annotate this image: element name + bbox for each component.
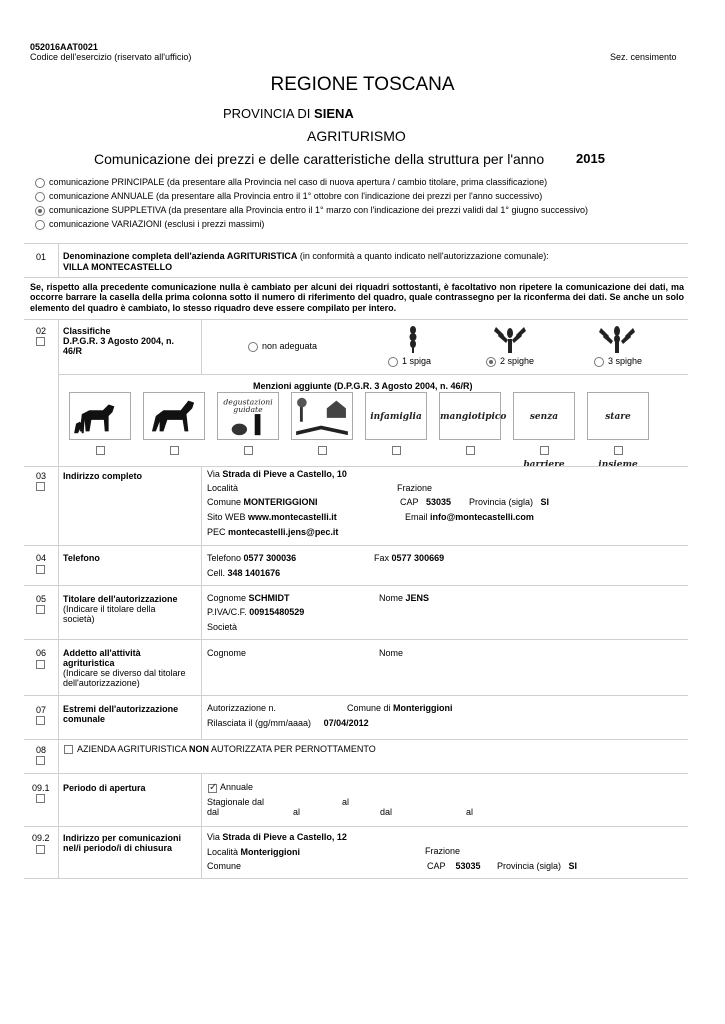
- comune-value: MONTERIGGIONI: [243, 497, 318, 507]
- section-02-number: 02: [36, 326, 47, 336]
- provincia-value: SI: [540, 497, 550, 507]
- mention-checkbox[interactable]: [466, 446, 475, 455]
- via-field: [207, 469, 347, 479]
- divider: [58, 773, 59, 826]
- non-autorizzata-post: AUTORIZZATA PER PERNOTTAMENTO: [209, 744, 376, 754]
- section-08-number: 08: [36, 745, 47, 755]
- divider: [58, 585, 59, 639]
- section-04-reconfirm-checkbox[interactable]: [36, 565, 45, 574]
- divider: [24, 773, 688, 774]
- closure-provincia-label: Provincia (sigla): [497, 861, 562, 871]
- closure-localita-field: [207, 847, 300, 857]
- region-title: REGIONE TOSCANA: [270, 74, 455, 95]
- mention-checkbox[interactable]: [170, 446, 179, 455]
- divider: [24, 639, 688, 640]
- section-04-label: Telefono: [63, 553, 100, 563]
- divider: [24, 878, 688, 879]
- telefono-value: 0577 300036: [243, 553, 297, 563]
- svg-text:guidate: guidate: [233, 405, 263, 415]
- societa-label: Società: [207, 622, 238, 632]
- section-092-reconfirm-checkbox[interactable]: [36, 845, 45, 854]
- divider: [58, 374, 688, 375]
- closure-comune-label: Comune: [207, 861, 242, 871]
- company-name-label: Denominazione completa dell'azienda AGRITURISTICA: [63, 251, 298, 261]
- section-05-label: Titolare dell'autorizzazione: [63, 594, 178, 604]
- option-annuale: comunicazione ANNUALE (da presentare alla Provincia entro il 1° ottobre con l'indicazione dei prezzi per l'anno successivo): [49, 191, 543, 201]
- titolare-nome-field: [379, 593, 429, 603]
- section-03-label: Indirizzo completo: [63, 471, 143, 481]
- guided-tastings-icon: [217, 392, 279, 440]
- section-01-number: 01: [36, 252, 47, 262]
- cap-label: CAP: [400, 497, 419, 507]
- pec-label: PEC: [207, 527, 226, 537]
- third-period-dal-label: dal: [380, 807, 393, 817]
- cell-value: 348 1401676: [227, 568, 281, 578]
- section-04-number: 04: [36, 553, 47, 563]
- closure-cap-value: 53035: [455, 861, 481, 871]
- email-label: Email: [405, 512, 428, 522]
- section-02-reconfirm-checkbox[interactable]: [36, 337, 45, 346]
- divider: [24, 545, 688, 546]
- web-value: www.montecastelli.it: [248, 512, 337, 522]
- divider: [201, 585, 202, 639]
- non-autorizzata-label: [77, 744, 376, 754]
- section-06-sublabel: (Indicare se diverso dal titolare dell'autorizzazione): [63, 668, 186, 688]
- second-period-dal-label: dal: [207, 807, 220, 817]
- divider: [58, 319, 59, 466]
- stagionale-label: Stagionale dal: [207, 797, 265, 807]
- section-08-reconfirm-checkbox[interactable]: [36, 756, 45, 765]
- section-02-sublabel: D.P.G.R. 3 Agosto 2004, n. 46/R: [63, 336, 175, 356]
- divider: [201, 639, 202, 695]
- autorizzazione-label: Autorizzazione n.: [207, 703, 277, 713]
- option-1-spiga: 1 spiga: [402, 356, 432, 366]
- company-name-note: (in conformità a quanto indicato nell'autorizzazione comunale):: [297, 251, 549, 261]
- via-label: Via: [207, 469, 220, 479]
- divider: [24, 319, 688, 320]
- cognome-value: SCHMIDT: [248, 593, 290, 603]
- cognome-label: Cognome: [207, 593, 247, 603]
- via-value: Strada di Pieve a Castello, 10: [222, 469, 347, 479]
- pets-allowed-icon: [69, 392, 131, 440]
- mention-checkbox[interactable]: [614, 446, 623, 455]
- establishment-code: 052016AAT0021: [30, 42, 98, 52]
- radio-2-spighe[interactable]: [486, 357, 496, 367]
- three-wheat-ears-icon: [598, 325, 636, 353]
- comune-di-value: Monteriggioni: [393, 703, 453, 713]
- divider: [201, 466, 202, 545]
- divider: [201, 319, 202, 374]
- section-091-number: 09.1: [32, 783, 50, 793]
- document-type: AGRITURISMO: [307, 128, 406, 144]
- divider: [201, 773, 202, 826]
- piva-field: [207, 607, 304, 617]
- option-3-spighe: 3 spighe: [608, 356, 643, 366]
- addetto-nome-label: Nome: [379, 648, 404, 658]
- closure-provincia-value: SI: [568, 861, 578, 871]
- divider: [24, 243, 688, 244]
- section-07-reconfirm-checkbox[interactable]: [36, 716, 45, 725]
- section-06-number: 06: [36, 648, 47, 658]
- two-wheat-ears-icon: [492, 325, 528, 353]
- radio-non-adeguata[interactable]: [248, 342, 258, 352]
- comune-field: [207, 497, 318, 507]
- nome-label: Nome: [379, 593, 404, 603]
- frazione-label: Frazione: [397, 483, 433, 493]
- mention-senza-barriere: senza barriere: [513, 392, 575, 440]
- mention-checkbox[interactable]: [392, 446, 401, 455]
- one-wheat-ear-icon: [398, 325, 428, 353]
- divider: [58, 243, 59, 277]
- titolare-cognome-field: [207, 593, 290, 603]
- divider: [201, 826, 202, 878]
- option-non-adeguata: non adeguata: [262, 341, 318, 351]
- horse-riding-icon: [143, 392, 205, 440]
- section-03-reconfirm-checkbox[interactable]: [36, 482, 45, 491]
- section-05-reconfirm-checkbox[interactable]: [36, 605, 45, 614]
- divider: [24, 466, 688, 467]
- cell-label: Cell.: [207, 568, 226, 578]
- divider: [58, 545, 59, 585]
- provincia-label: Provincia (sigla): [469, 497, 534, 507]
- cap-value: 53035: [426, 497, 452, 507]
- document-year: 2015: [576, 151, 605, 166]
- telefono-label: Telefono: [207, 553, 242, 563]
- non-autorizzata-checkbox[interactable]: [64, 745, 73, 754]
- divider: [58, 466, 59, 545]
- section-07-label: Estremi dell'autorizzazione comunale: [63, 704, 179, 724]
- comune-autorizzazione-field: [347, 703, 453, 713]
- fax-field: [374, 553, 444, 563]
- radio-variazioni[interactable]: [35, 220, 45, 230]
- piva-value: 00915480529: [249, 607, 305, 617]
- closure-provincia-field: [497, 861, 577, 871]
- pec-value: montecastelli.jens@pec.it: [228, 527, 339, 537]
- option-2-spighe: 2 spighe: [500, 356, 535, 366]
- section-03-number: 03: [36, 471, 47, 481]
- addetto-cognome-label: Cognome: [207, 648, 247, 658]
- cell-field: [207, 568, 280, 578]
- web-field: [207, 512, 337, 522]
- province-line: [223, 106, 354, 121]
- rilasciata-value: 07/04/2012: [323, 718, 369, 728]
- svg-text:degustazioni: degustazioni: [223, 397, 273, 407]
- nome-value: JENS: [405, 593, 430, 603]
- divider: [58, 639, 59, 695]
- radio-annuale[interactable]: [35, 192, 45, 202]
- mention-infamiglia: infamiglia: [365, 392, 427, 440]
- divider: [24, 695, 688, 696]
- reading-countryside-icon: [291, 392, 353, 440]
- annuale-checkbox[interactable]: [208, 784, 217, 793]
- census-label: Sez. censimento: [610, 52, 677, 62]
- divider: [58, 826, 59, 878]
- section-05-sublabel: (Indicare il titolare della società): [63, 604, 156, 624]
- closure-cap-field: [427, 861, 481, 871]
- cap-field: [400, 497, 451, 507]
- divider: [24, 585, 688, 586]
- non-autorizzata-bold: NON: [189, 744, 210, 754]
- section-05-number: 05: [36, 594, 47, 604]
- radio-1-spiga[interactable]: [388, 357, 398, 367]
- option-principale: comunicazione PRINCIPALE (da presentare alla Provincia nel caso di nuova apertura / cambio titolare, prima classificazione): [49, 177, 548, 187]
- province-prefix: PROVINCIA DI: [223, 106, 311, 121]
- fax-value: 0577 300669: [391, 553, 445, 563]
- mention-checkbox[interactable]: [318, 446, 327, 455]
- mention-checkbox[interactable]: [540, 446, 549, 455]
- reconfirmation-notice: Se, rispetto alla precedente comunicazione nulla è cambiato per alcuni dei riquadri sottostanti, è facoltativo non ripetere la comunicazione dei dati, ma occorre barrare la casella della prima colonna sotto il numero di riferimento del quadro, quale contrassegno per la riconferma dei dati. Se anche un solo elemento del quadro è cambiato, lo stesso riquadro deve essere compilato per intero.: [30, 282, 684, 313]
- piva-label: P.IVA/C.F.: [207, 607, 247, 617]
- telefono-field: [207, 553, 296, 563]
- document-title: Comunicazione dei prezzi e delle caratteristiche della struttura per l'anno: [94, 151, 545, 167]
- divider: [24, 826, 688, 827]
- email-field: [405, 512, 534, 522]
- divider: [58, 695, 59, 739]
- mention-checkbox[interactable]: [244, 446, 253, 455]
- rilasciata-field: [207, 718, 369, 728]
- radio-3-spighe[interactable]: [594, 357, 604, 367]
- email-value: info@montecastelli.com: [430, 512, 534, 522]
- divider: [201, 545, 202, 585]
- divider: [58, 739, 59, 773]
- second-period-al-label: al: [293, 807, 301, 817]
- web-label: Sito WEB: [207, 512, 246, 522]
- fax-label: Fax: [374, 553, 390, 563]
- establishment-code-label: Codice dell'esercizio (riservato all'ufficio): [30, 52, 192, 62]
- radio-suppletiva[interactable]: [35, 206, 45, 216]
- closure-via-label: Via: [207, 832, 220, 842]
- mention-mangiotipico: mangiotipico: [439, 392, 501, 440]
- mentions-title: Menzioni aggiunte (D.P.G.R. 3 Agosto 2004, n. 46/R): [253, 381, 473, 391]
- mention-stare-insieme: stare insieme: [587, 392, 649, 440]
- province-name: SIENA: [314, 106, 354, 121]
- closure-localita-label: Località: [207, 847, 239, 857]
- section-06-label: Addetto all'attività agrituristica: [63, 648, 141, 668]
- divider: [24, 277, 688, 278]
- closure-localita-value: Monteriggioni: [240, 847, 301, 857]
- stagionale-al-label: al: [342, 797, 350, 807]
- radio-principale[interactable]: [35, 178, 45, 188]
- localita-label: Località: [207, 483, 239, 493]
- section-01-label: [63, 251, 683, 261]
- company-name-value: VILLA MONTECASTELLO: [63, 262, 173, 272]
- closure-cap-label: CAP: [427, 861, 446, 871]
- section-091-reconfirm-checkbox[interactable]: [36, 794, 45, 803]
- section-092-label: Indirizzo per comunicazioni nel/i periodo/i di chiusura: [63, 833, 182, 853]
- section-092-number: 09.2: [32, 833, 50, 843]
- pec-field: [207, 527, 338, 537]
- section-02-label: Classifiche: [63, 326, 111, 336]
- comune-di-label: Comune di: [347, 703, 391, 713]
- divider: [201, 695, 202, 739]
- rilasciata-label: Rilasciata il (gg/mm/aaaa): [207, 718, 312, 728]
- non-autorizzata-pre: AZIENDA AGRITURISTICA: [77, 744, 190, 754]
- section-06-reconfirm-checkbox[interactable]: [36, 660, 45, 669]
- mention-checkbox[interactable]: [96, 446, 105, 455]
- third-period-al-label: al: [466, 807, 474, 817]
- closure-via-value: Strada di Pieve a Castello, 12: [222, 832, 347, 842]
- section-07-number: 07: [36, 705, 47, 715]
- divider: [24, 739, 688, 740]
- section-091-label: Periodo di apertura: [63, 783, 146, 793]
- option-variazioni: comunicazione VARIAZIONI (esclusi i prezzi massimi): [49, 219, 265, 229]
- annuale-label: Annuale: [220, 782, 254, 792]
- closure-frazione-label: Frazione: [425, 846, 461, 856]
- closure-via-field: [207, 832, 347, 842]
- provincia-field: [469, 497, 549, 507]
- comune-label: Comune: [207, 497, 242, 507]
- option-suppletiva: comunicazione SUPPLETIVA (da presentare alla Provincia entro il 1° marzo con l'indicazione dei prezzi validi dal 1° giugno successivo): [49, 205, 589, 215]
